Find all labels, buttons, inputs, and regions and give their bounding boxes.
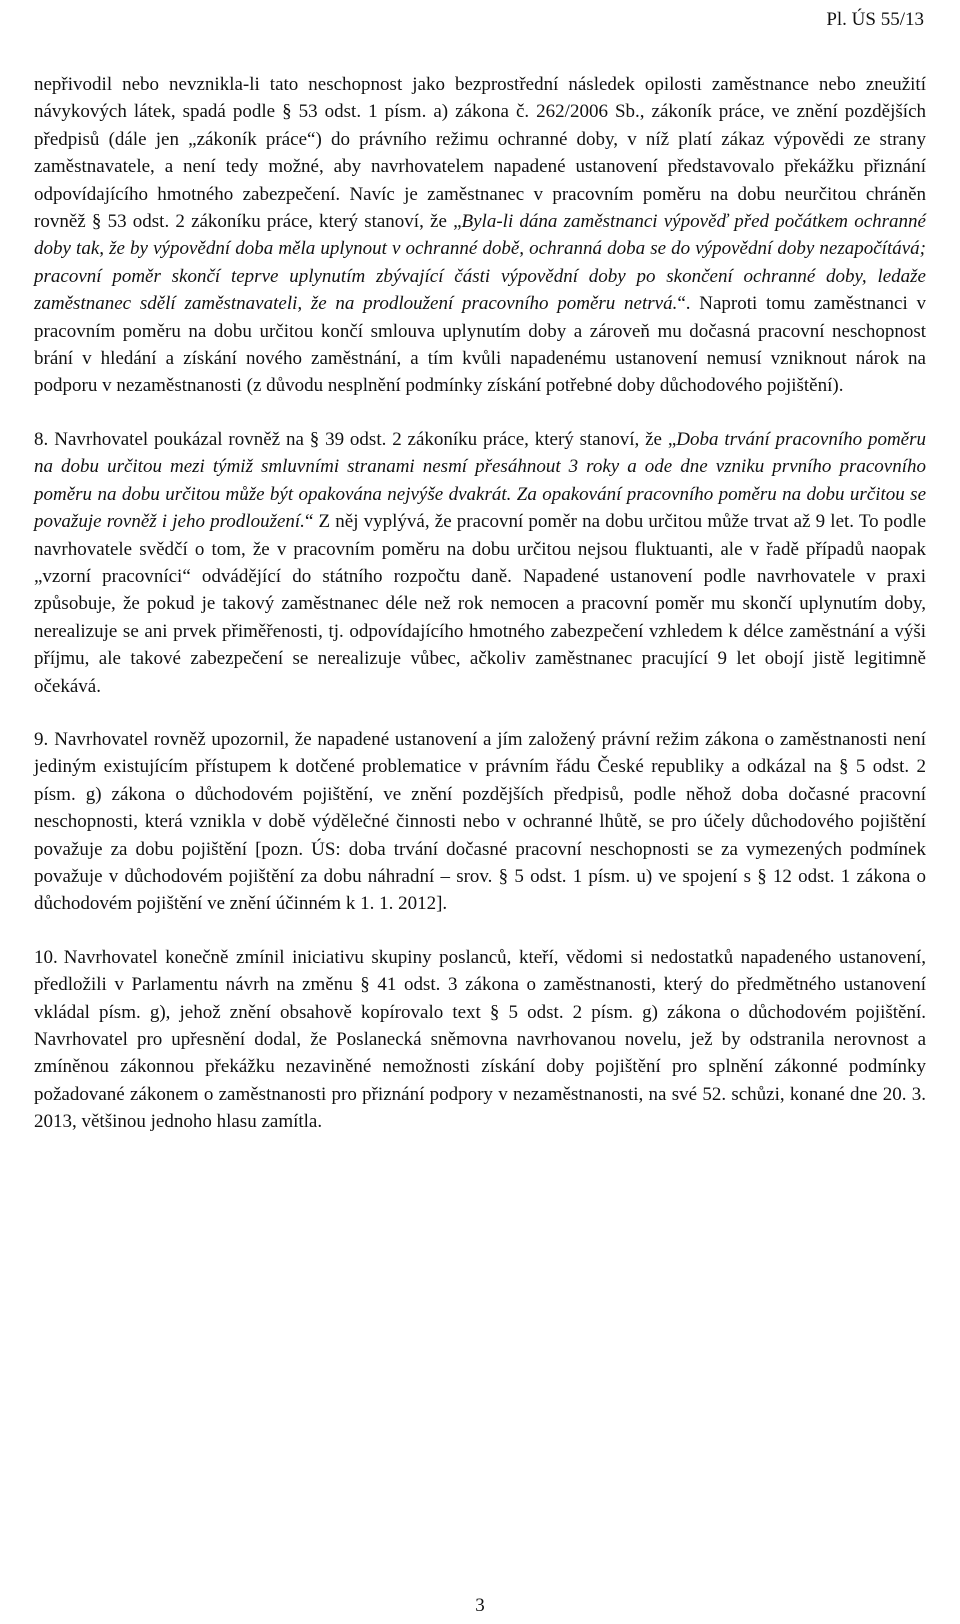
quoted-law-text: Byla-li dána zaměstnanci výpověď před počátkem ochranné doby tak, že by výpovědní doba měla uplynout v ochranné době, ochranná doba se do výpovědní doby nezapočítává; pracovní poměr skončí teprve uplynutím zbývající části výpovědní doby po skončení ochranné doby, ledaže zaměstnanec sdělí zaměstnavateli, že na prodloužení pracovního poměru netrvá. xyxy=(34,211,926,315)
paragraph-segment: nepřivodil nebo nevznikla-li tato neschopnost jako bezprostřední následek opilosti zaměstnance nebo zneužití návykových látek, spadá podle § 53 odst. 1 písm. a) zákona č. 262/2006 Sb., zákoník práce, ve znění pozdějších předpisů (dále jen „zákoník práce“) do právního režimu ochranné doby, v níž platí zákaz výpovědi ze strany zaměstnavatele, a není tedy možné, aby navrhovatelem napadené ustanovení představovalo překážku přiznání odpovídajícího hmotného zabezpečení. Navíc je zaměstnanec v pracovním poměru na dobu neurčitou chráněn rovněž § 53 odst. 2 zákoníku práce, který stanoví, že „ xyxy=(34,74,926,233)
document-body xyxy=(34,71,926,1162)
case-number: Pl. ÚS 55/13 xyxy=(826,9,924,30)
paragraph-7-continued xyxy=(34,71,926,400)
paragraph-segment: “. Naproti tomu zaměstnanci v pracovním poměru na dobu určitou končí smlouva uplynutím doby a zároveň mu dočasná pracovní neschopnost brání v hledání a získání nového zaměstnání, a tím kvůli napadenému ustanovení nemusí vzniknout nárok na podporu v nezaměstnanosti (z důvodu nesplnění podmínky získání potřebné doby důchodového pojištění). xyxy=(34,293,926,397)
paragraph-segment: “ Z něj vyplývá, že pracovní poměr na dobu určitou může trvat až 9 let. To podle navrhovatele svědčí o tom, že v pracovním poměru na dobu určitou nejsou fluktuanti, ale v řadě případů naopak „vzorní pracovníci“ odvádějící do státního rozpočtu daně. Napadené ustanovení podle navrhovatele v praxi způsobuje, že pokud je takový zaměstnanec déle než rok nemocen a pracovní poměr mu skončí uplynutím doby, nerealizuje se ani prvek přiměřenosti, tj. odpovídajícího hmotného zabezpečení vzhledem k délce zaměstnání a výši příjmu, ale takové zabezpečení se nerealizuje vůbec, ačkoliv zaměstnanec pracující 9 let obojí jistě legitimně očekává. xyxy=(34,511,926,697)
paragraph-segment: Navrhovatel poukázal rovněž na § 39 odst. 2 zákoníku práce, který stanoví, že „ xyxy=(54,428,677,450)
paragraph-number: 8. xyxy=(34,428,49,450)
paragraph-10 xyxy=(34,944,926,1136)
paragraph-segment: Navrhovatel rovněž upozornil, že napadené ustanovení a jím založený právní režim zákona o zaměstnanosti není jediným existujícím přístupem k dotčené problematice v právním řádu České republiky a odkázal na § 5 odst. 2 písm. g) zákona o důchodovém pojištění, ve znění pozdějších předpisů, podle něhož doba dočasné pracovní neschopnosti, která vznikla v době výdělečné činnosti nebo v ochranné lhůtě, se pro účely důchodového pojištění považuje za dobu pojištění [pozn. ÚS: doba trvání dočasné pracovní neschopnosti se za vymezených podmínek považuje v důchodovém pojištění za dobu náhradní – srov. § 5 odst. 1 písm. u) ve spojení s § 12 odst. 1 zákona o důchodovém pojištění ve znění účinném k 1. 1. 2012]. xyxy=(34,728,926,915)
paragraph-number: 9. xyxy=(34,728,49,750)
paragraph-number: 10. xyxy=(34,946,58,968)
page-number: 3 xyxy=(475,1595,485,1616)
paragraph-9 xyxy=(34,726,926,918)
quoted-law-text: Doba trvání pracovního poměru na dobu určitou mezi týmiž smluvními stranami nesmí přesáhnout 3 roky a ode dne vzniku prvního pracovního poměru na dobu určitou může být opakována nejvýše dvakrát. Za opakování pracovního poměru na dobu určitou se považuje rovněž i jeho prodloužení. xyxy=(34,428,926,533)
paragraph-segment: Navrhovatel konečně zmínil iniciativu skupiny poslanců, kteří, vědomi si nedostatků napadeného ustanovení, předložili v Parlamentu návrh na změnu § 41 odst. 3 zákona o zaměstnanosti, který do předmětného ustanovení vkládal písm. g), jehož znění obsahově kopírovalo text § 5 odst. 2 písm. g) zákona o důchodovém pojištění. Navrhovatel pro upřesnění dodal, že Poslanecká sněmovna navrhovanou novelu, jež by odstranila nerovnost a zmíněnou zákonnou překážku nezaviněné nemožnosti získání doby pojištění pro splnění zákonné podmínky požadované zákonem o zaměstnanosti pro přiznání podpory v nezaměstnanosti, na své 52. schůzi, konané dne 20. 3. 2013, většinou jednoho hlasu zamítla. xyxy=(34,946,926,1133)
paragraph-8 xyxy=(34,426,926,700)
